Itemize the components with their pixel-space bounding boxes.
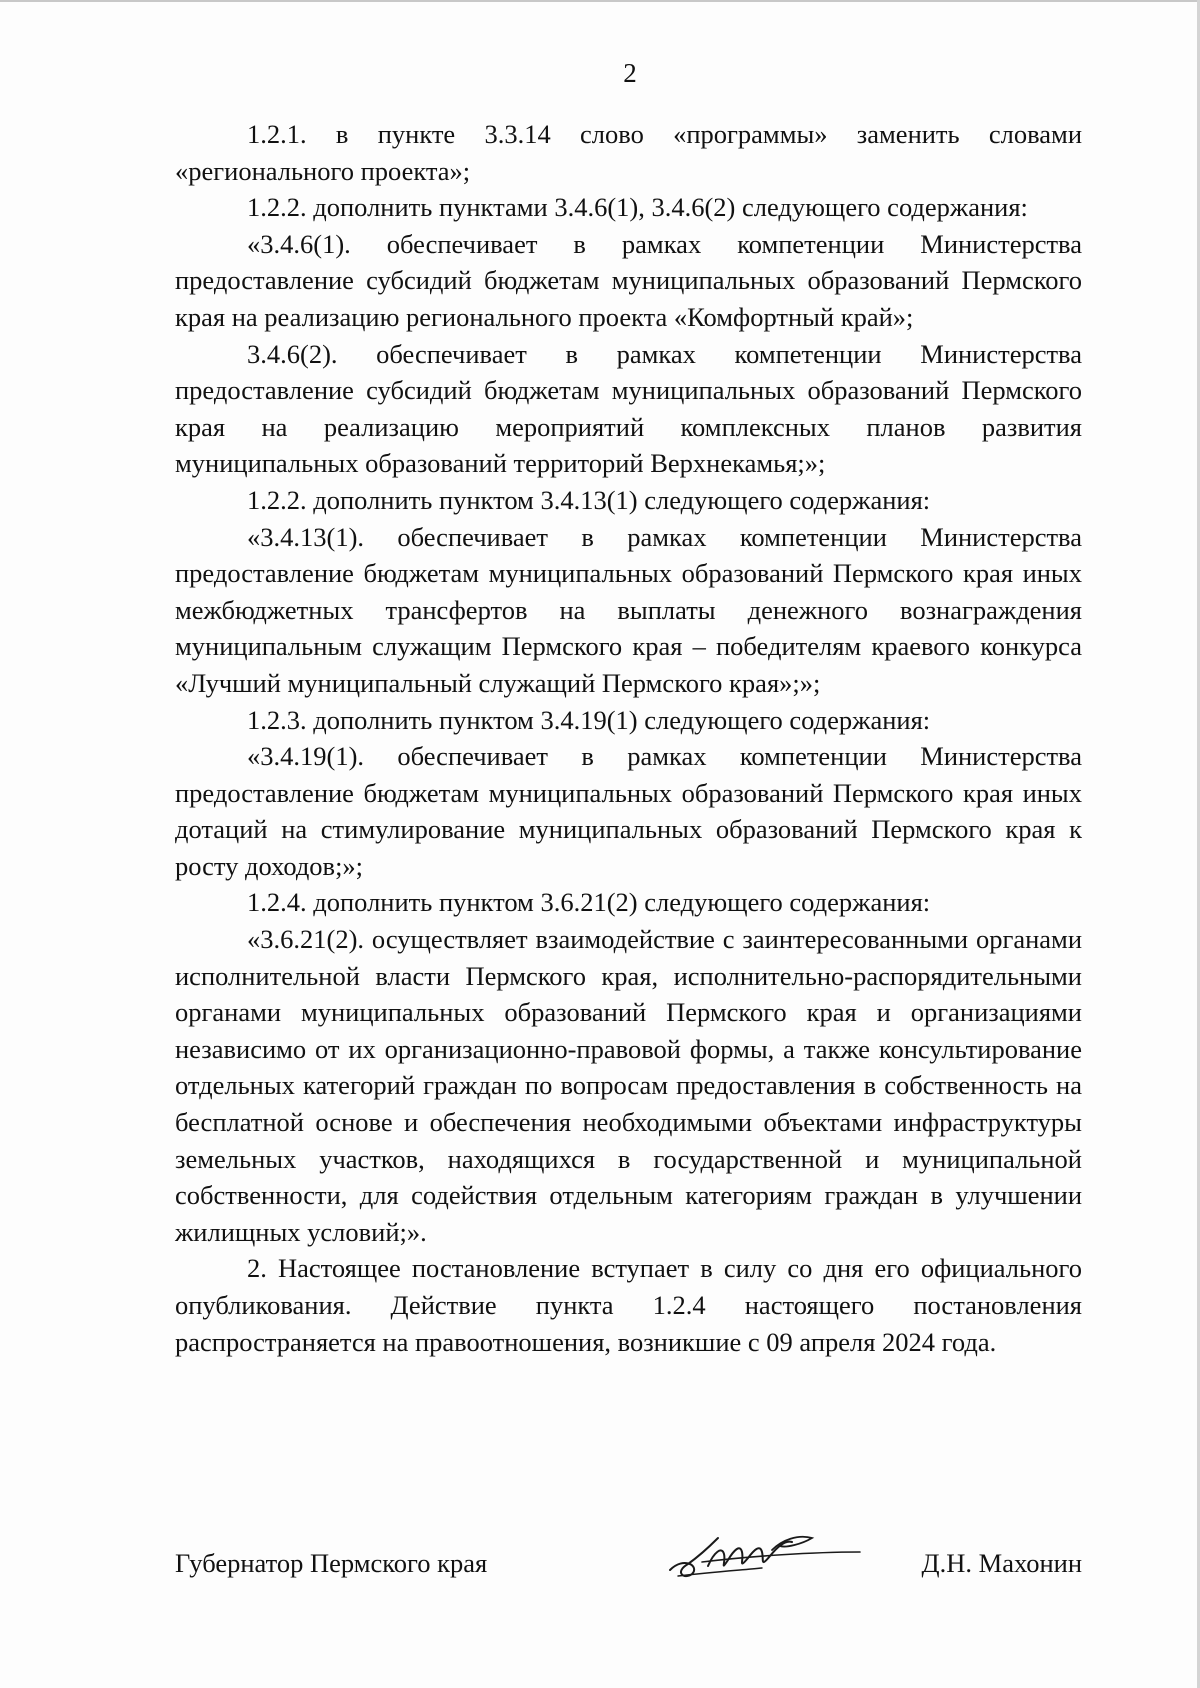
signature-block <box>175 1540 1082 1590</box>
scan-edge-top <box>0 0 1200 2</box>
paragraph-3-6-21-2: «3.6.21(2). осуществляет взаимодействие с заинтересованными органами исполнительной власти Пермского края, исполнительно-распорядительными органами муниципальных образований Пермского края и организациями независимо от их организационно-правовой формы, а также консультирование отдельных категорий граждан по вопросам предоставления в собственность на бесплатной основе и обеспечения необходимыми объектами инфраструктуры земельных участков, находящихся в государственной и муниципальной собственности, для содействия отдельным категориям граждан в улучшении жилищных условий;». <box>175 924 1082 1247</box>
paragraph-3-4-6-2: 3.4.6(2). обеспечивает в рамках компетенции Министерства предоставление субсидий бюджетам муниципальных образований Пермского края на реализацию мероприятий комплексных планов развития муниципальных образований территорий Верхнекамья;»; <box>175 338 1082 479</box>
signatory-name: Д.Н. Махонин <box>921 1548 1082 1578</box>
paragraph-1-2-4-header: 1.2.4. дополнить пунктом 3.6.21(2) следующего содержания: <box>247 887 931 918</box>
paragraph-1-2-3-header: 1.2.3. дополнить пунктом 3.4.19(1) следующего содержания: <box>247 704 931 735</box>
paragraph-3-4-19-1: «3.4.19(1). обеспечивает в рамках компетенции Министерства предоставление бюджетам муниципальных образований Пермского края иных дотаций на стимулирование муниципальных образований Пермского края к росту доходов;»; <box>175 741 1082 881</box>
page-number: 2 <box>623 58 637 88</box>
paragraph-3-4-6-1: «3.4.6(1). обеспечивает в рамках компетенции Министерства предоставление субсидий бюджетам муниципальных образований Пермского края на реализацию регионального проекта «Комфортный край»; <box>175 228 1082 332</box>
paragraph-3-4-13-1: «3.4.13(1). обеспечивает в рамках компетенции Министерства предоставление бюджетам муниципальных образований Пермского края иных межбюджетных трансфертов на выплаты денежного вознаграждения муниципальным служащим Пермского края – победителям краевого конкурса «Лучший муниципальный служащий Пермского края»;»; <box>175 521 1082 698</box>
paragraph-1-2-2-second-header: 1.2.2. дополнить пунктом 3.4.13(1) следующего содержания: <box>247 484 931 515</box>
document-body <box>175 116 1082 1360</box>
paragraph-1-2-2-header: 1.2.2. дополнить пунктами 3.4.6(1), 3.4.6(2) следующего содержания: <box>247 192 1028 223</box>
signatory-position: Губернатор Пермского края <box>175 1548 488 1578</box>
paragraph-1-2-1: 1.2.1. в пункте 3.3.14 слово «программы» заменить словами «регионального проекта»; <box>175 119 1082 186</box>
handwritten-signature <box>662 1526 862 1586</box>
paragraph-2-effective-date: 2. Настоящее постановление вступает в силу со дня его официального опубликования. Действие пункта 1.2.4 настоящего постановления распространяется на правоотношения, возникшие с 09 апреля 2024 года. <box>175 1253 1082 1357</box>
